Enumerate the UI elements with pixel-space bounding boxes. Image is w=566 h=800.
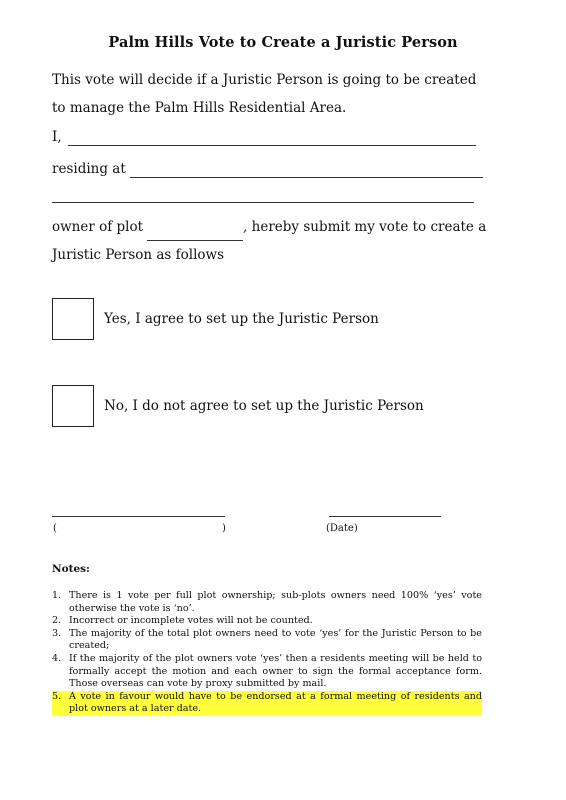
note-item [52, 653, 482, 691]
note-item-highlighted [52, 691, 482, 716]
note-text: Incorrect or incomplete votes will not be counted. [69, 615, 313, 627]
note-number: 2. [52, 615, 62, 627]
name-label: I, [52, 129, 62, 145]
signature-close-paren: ) [222, 523, 226, 534]
no-option[interactable] [52, 385, 424, 427]
note-text: There is 1 vote per full plot ownership; sub-plots owners need 100% ‘yes’ vote otherwise the vote is ‘no’. [69, 590, 482, 614]
owner-continuation: Juristic Person as follows [52, 247, 224, 263]
note-number: 4. [52, 652, 62, 664]
note-number: 3. [52, 627, 62, 639]
notes-list [52, 590, 482, 716]
yes-label: Yes, I agree to set up the Juristic Person [104, 311, 379, 327]
signature-open-paren: ( [53, 523, 57, 534]
signature-line[interactable] [52, 516, 225, 517]
date-line[interactable] [329, 516, 441, 517]
yes-option[interactable] [52, 298, 379, 340]
yes-checkbox[interactable] [52, 298, 94, 340]
note-text: If the majority of the plot owners vote ‘yes’ then a residents meeting will be held to formally accept the motion and each owner to sign the formal acceptance form. Those overseas can vote by proxy submitted by mail. [69, 652, 482, 690]
note-item [52, 590, 482, 615]
no-checkbox[interactable] [52, 385, 94, 427]
note-text: A vote in favour would have to be endorsed at a formal meeting of residents and plot owners at a later date. [69, 690, 482, 715]
name-field[interactable] [68, 131, 476, 146]
address-field[interactable] [130, 163, 483, 178]
address-label: residing at [52, 161, 126, 177]
date-label: (Date) [326, 523, 358, 534]
owner-suffix: , hereby submit my vote to create a [243, 219, 487, 235]
note-item [52, 628, 482, 653]
address-row [52, 160, 483, 178]
no-label: No, I do not agree to set up the Juristic Person [104, 398, 424, 414]
plot-number-field[interactable] [147, 226, 243, 241]
owner-statement [52, 213, 492, 269]
owner-label: owner of plot [52, 219, 144, 235]
note-number: 1. [52, 590, 62, 601]
note-number: 5. [52, 690, 62, 702]
note-text: The majority of the total plot owners need to vote ‘yes’ for the Juristic Person to be created; [69, 627, 482, 652]
intro-paragraph: This vote will decide if a Juristic Person is going to be created to manage the Palm Hills Residential Area. [52, 72, 477, 116]
address-field-line-2[interactable] [52, 188, 474, 203]
name-row [52, 128, 476, 146]
address-row-2 [52, 188, 474, 203]
notes-heading: Notes: [52, 563, 90, 575]
note-item [52, 615, 482, 628]
page-title: Palm Hills Vote to Create a Juristic Person [108, 34, 458, 51]
